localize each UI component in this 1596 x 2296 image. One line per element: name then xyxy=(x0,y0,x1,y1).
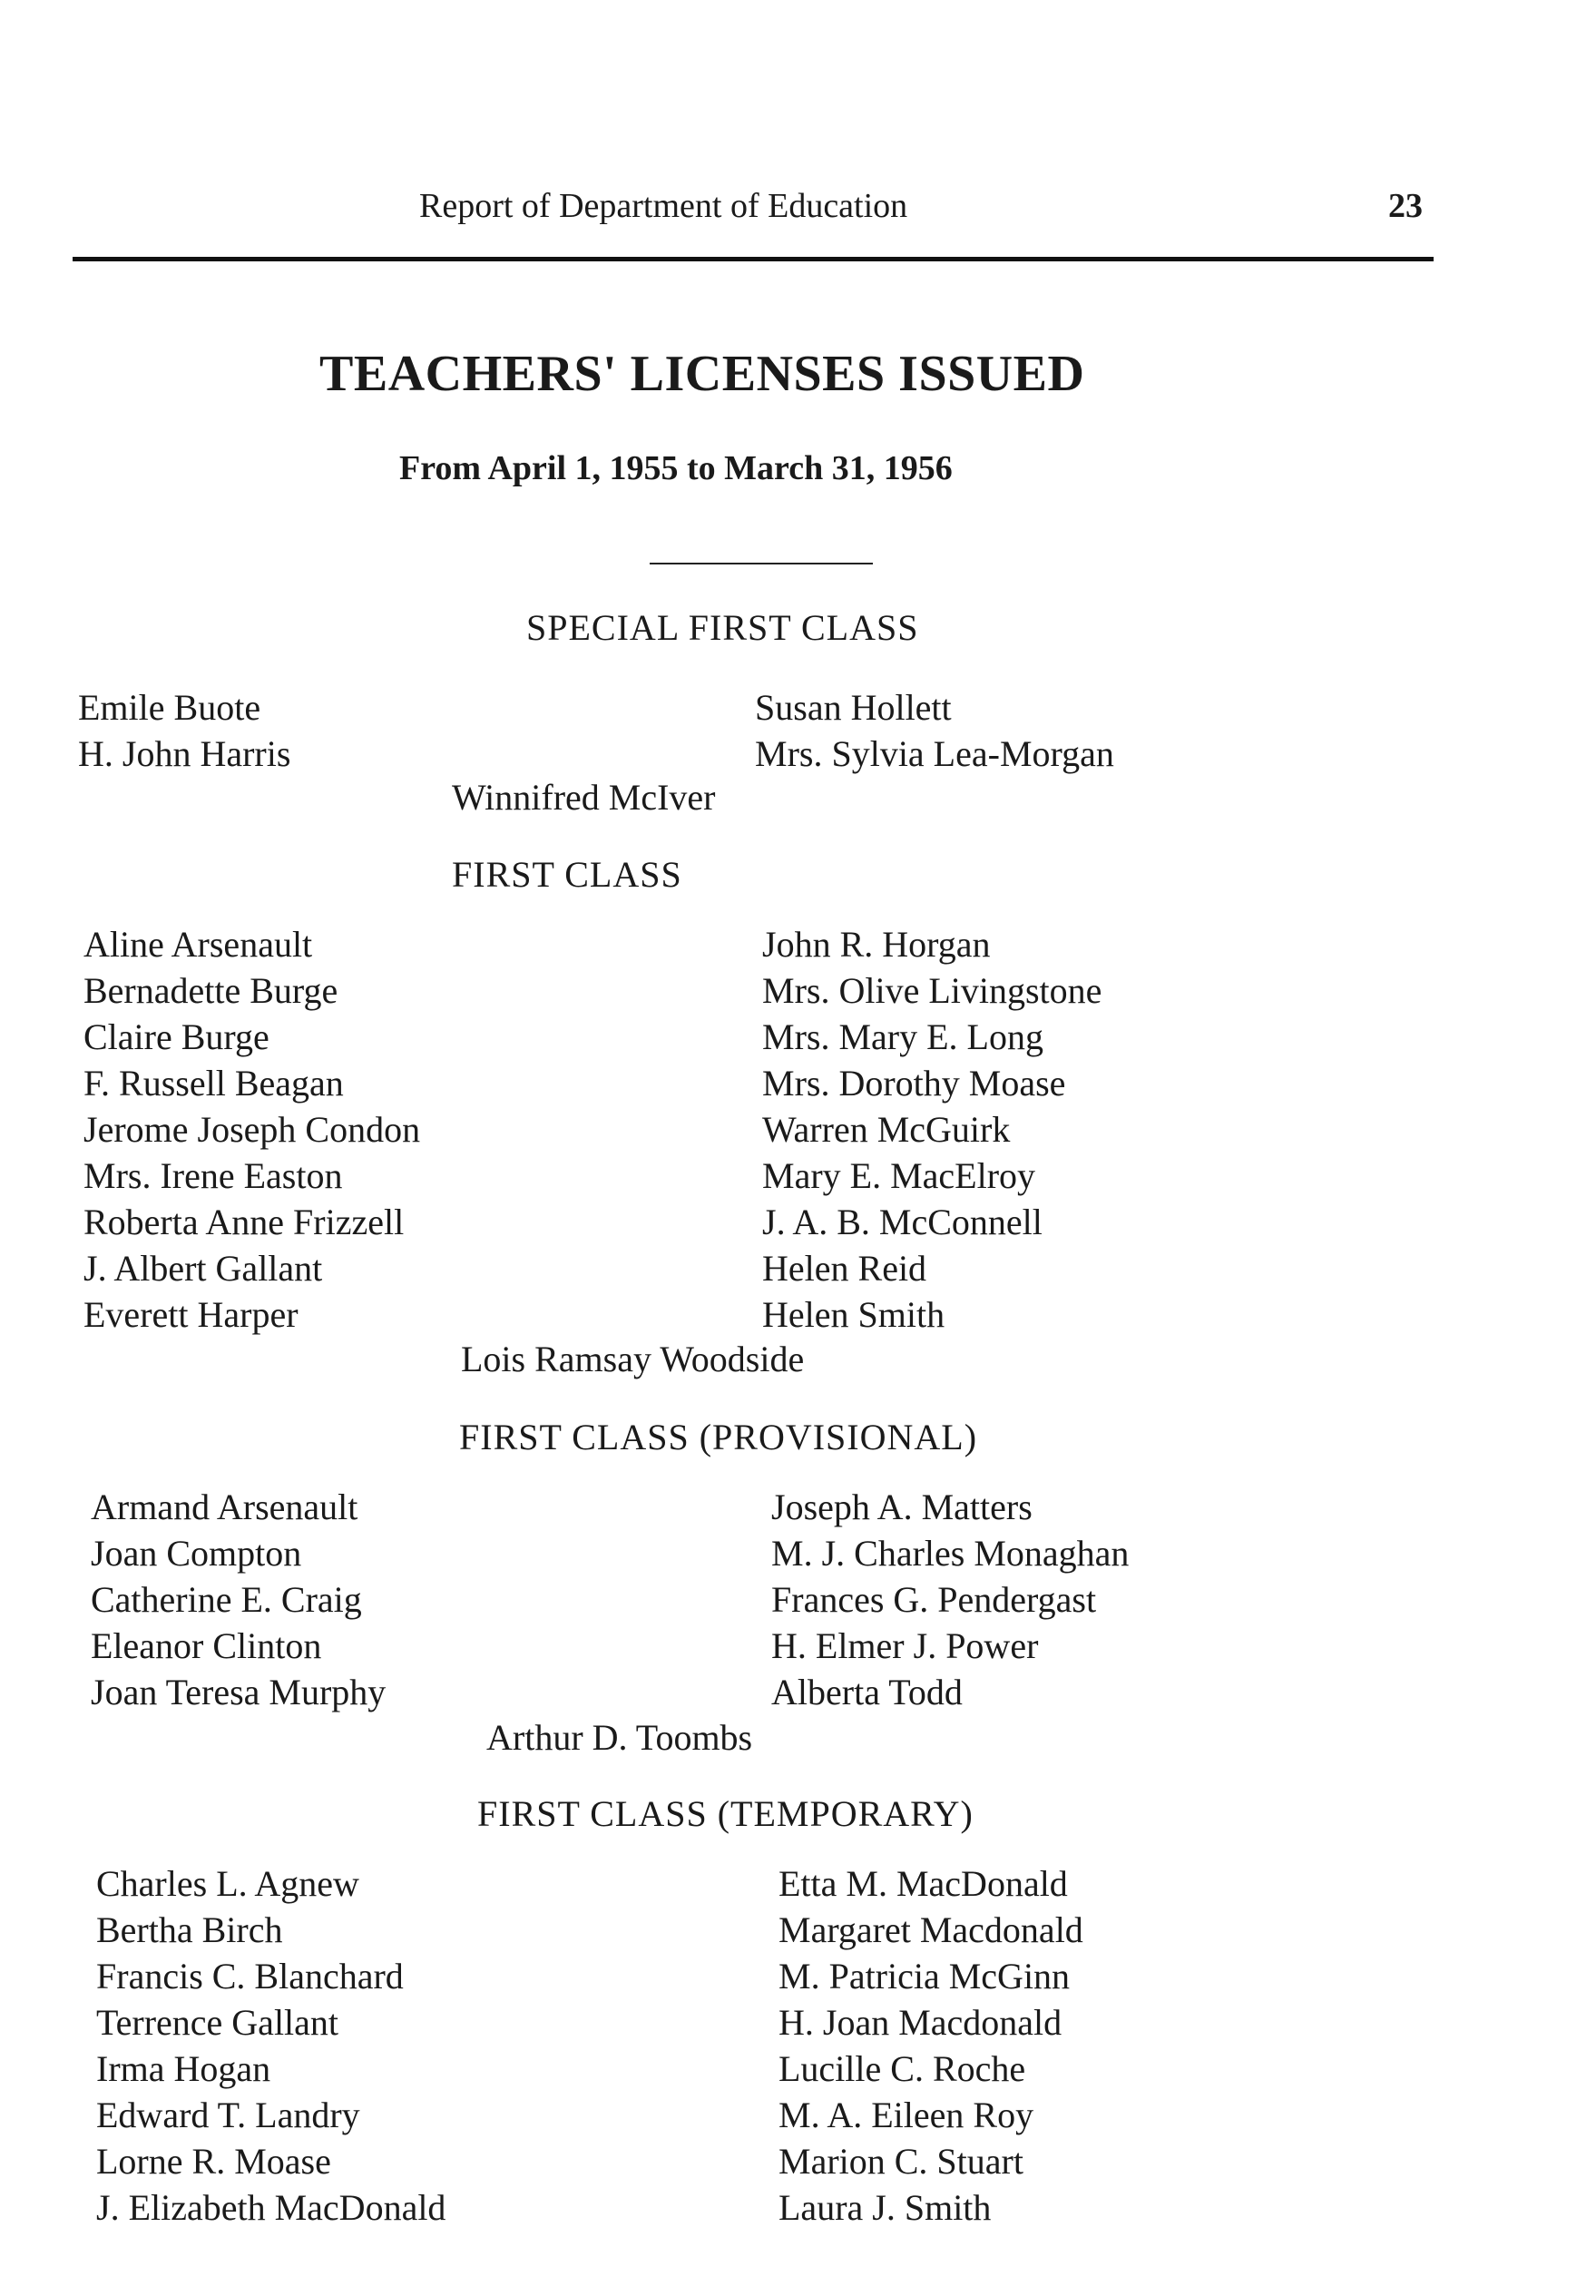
first-class-provisional-right-column xyxy=(771,1484,1129,1715)
first-class-right-column xyxy=(762,921,1102,1338)
name-entry: Bernadette Burge xyxy=(83,970,338,1011)
name-entry: H. Joan Macdonald xyxy=(778,2002,1062,2043)
section-heading-first-class-provisional: FIRST CLASS (PROVISIONAL) xyxy=(459,1417,978,1457)
name-entry: Mrs. Sylvia Lea-Morgan xyxy=(755,733,1114,774)
name-entry: Emile Buote xyxy=(78,687,261,728)
name-entry-centered: Arthur D. Toombs xyxy=(486,1717,753,1758)
name-entry: J. Albert Gallant xyxy=(83,1248,323,1289)
name-entry: F. Russell Beagan xyxy=(83,1063,344,1104)
name-entry: Eleanor Clinton xyxy=(91,1625,322,1666)
name-entry: Margaret Macdonald xyxy=(778,1909,1083,1950)
name-entry: Armand Arsenault xyxy=(91,1487,358,1527)
first-class-temporary-right-column xyxy=(778,1860,1083,2231)
name-entry: Jerome Joseph Condon xyxy=(83,1109,421,1150)
name-entry: Aline Arsenault xyxy=(83,924,313,965)
name-entry: Mrs. Mary E. Long xyxy=(762,1016,1043,1057)
section-heading-special-first-class: SPECIAL FIRST CLASS xyxy=(526,607,919,648)
name-entry: Laura J. Smith xyxy=(778,2187,992,2228)
name-entry: Mrs. Irene Easton xyxy=(83,1155,343,1196)
first-class-temporary-left-column xyxy=(96,1860,446,2231)
name-entry: Marion C. Stuart xyxy=(778,2141,1023,2182)
section-heading-first-class-temporary: FIRST CLASS (TEMPORARY) xyxy=(477,1793,974,1834)
name-entry: Irma Hogan xyxy=(96,2048,271,2089)
name-entry: J. Elizabeth MacDonald xyxy=(96,2187,446,2228)
page-title: TEACHERS' LICENSES ISSUED xyxy=(319,346,1085,402)
name-entry: M. A. Eileen Roy xyxy=(778,2095,1034,2135)
name-entry: H. John Harris xyxy=(78,733,291,774)
page-subtitle: From April 1, 1955 to March 31, 1956 xyxy=(399,449,953,487)
name-entry: Edward T. Landry xyxy=(96,2095,360,2135)
name-entry: John R. Horgan xyxy=(762,924,991,965)
name-entry: Warren McGuirk xyxy=(762,1109,1011,1150)
name-entry: Lucille C. Roche xyxy=(778,2048,1026,2089)
title-divider xyxy=(650,563,873,564)
name-entry: Terrence Gallant xyxy=(96,2002,339,2043)
name-entry-centered: Lois Ramsay Woodside xyxy=(461,1339,805,1379)
name-entry: Helen Smith xyxy=(762,1294,945,1335)
running-header-title: Report of Department of Education xyxy=(419,187,908,225)
special-first-class-left-column xyxy=(78,684,290,777)
name-entry: Bertha Birch xyxy=(96,1909,283,1950)
name-entry: Frances G. Pendergast xyxy=(771,1579,1097,1620)
name-entry: Etta M. MacDonald xyxy=(778,1863,1068,1904)
name-entry: Joan Compton xyxy=(91,1533,302,1574)
name-entry: Roberta Anne Frizzell xyxy=(83,1202,405,1242)
special-first-class-right-column xyxy=(755,684,1114,777)
name-entry: M. J. Charles Monaghan xyxy=(771,1533,1130,1574)
name-entry: Susan Hollett xyxy=(755,687,952,728)
name-entry: Joan Teresa Murphy xyxy=(91,1672,387,1712)
name-entry: Catherine E. Craig xyxy=(91,1579,362,1620)
name-entry: Helen Reid xyxy=(762,1248,927,1289)
name-entry: Mrs. Dorothy Moase xyxy=(762,1063,1066,1104)
header-rule xyxy=(73,257,1434,261)
name-entry: Claire Burge xyxy=(83,1016,269,1057)
name-entry: Lorne R. Moase xyxy=(96,2141,331,2182)
name-entry: Joseph A. Matters xyxy=(771,1487,1033,1527)
name-entry: J. A. B. McConnell xyxy=(762,1202,1043,1242)
page-number: 23 xyxy=(1388,187,1423,225)
name-entry: Alberta Todd xyxy=(771,1672,963,1712)
first-class-provisional-left-column xyxy=(91,1484,386,1715)
name-entry: H. Elmer J. Power xyxy=(771,1625,1039,1666)
name-entry: Mary E. MacElroy xyxy=(762,1155,1036,1196)
first-class-left-column xyxy=(83,921,420,1338)
name-entry: Charles L. Agnew xyxy=(96,1863,359,1904)
name-entry: M. Patricia McGinn xyxy=(778,1956,1071,1997)
name-entry-centered: Winnifred McIver xyxy=(452,777,716,818)
name-entry: Francis C. Blanchard xyxy=(96,1956,404,1997)
section-heading-first-class: FIRST CLASS xyxy=(452,854,682,895)
name-entry: Everett Harper xyxy=(83,1294,299,1335)
name-entry: Mrs. Olive Livingstone xyxy=(762,970,1102,1011)
